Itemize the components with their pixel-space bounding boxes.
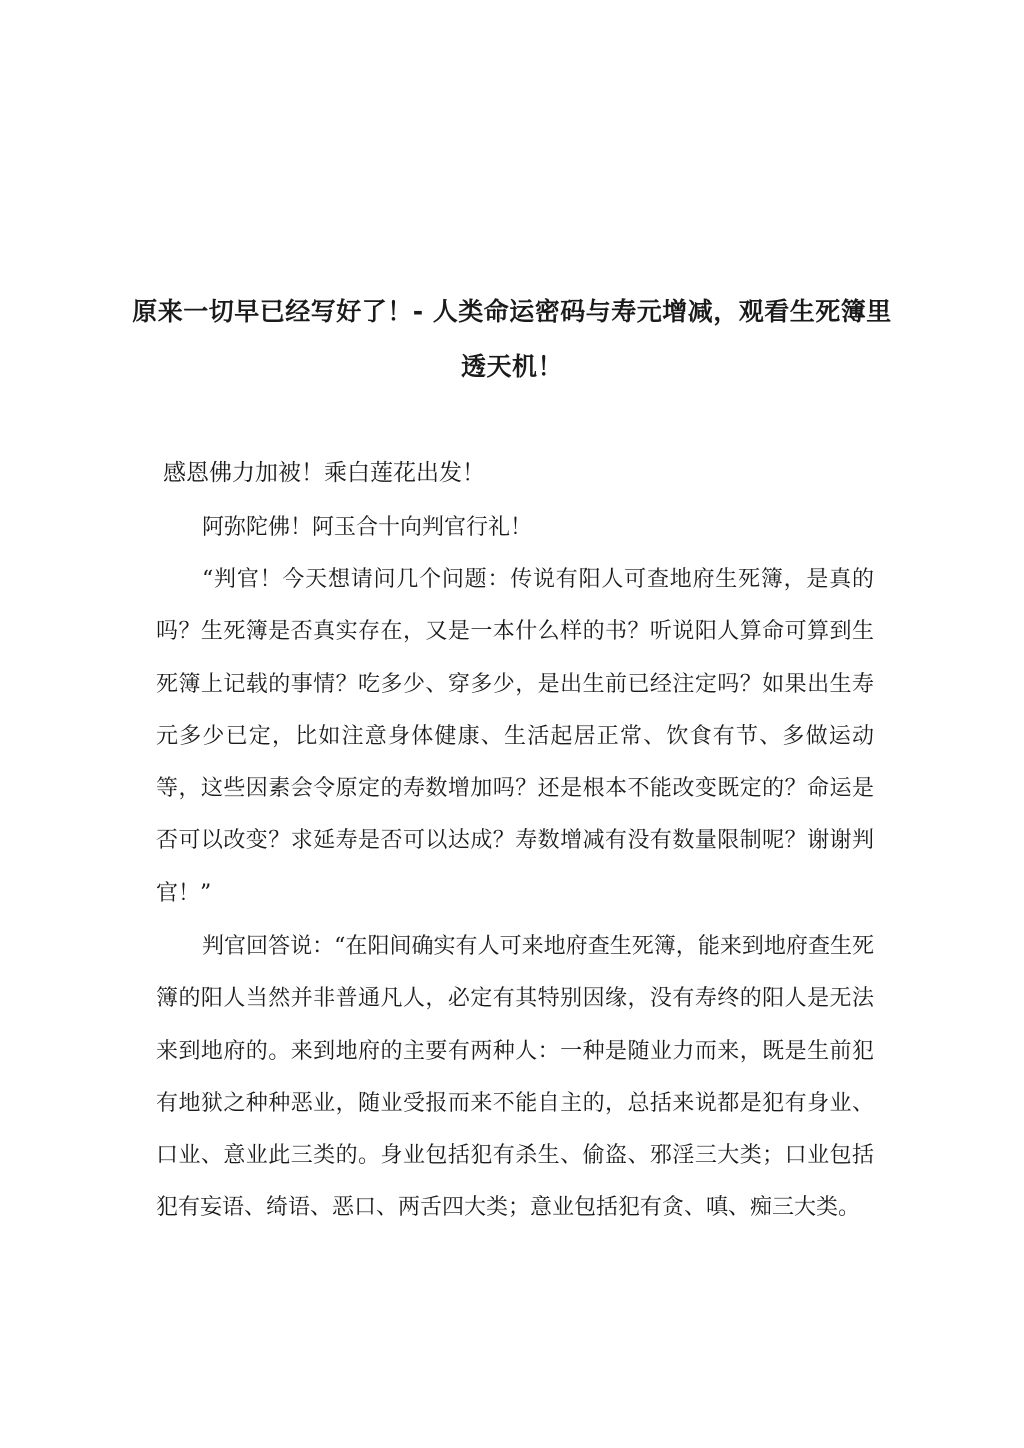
paragraph-question: “判官！今天想请问几个问题：传说有阳人可查地府生死簿，是真的吗？生死簿是否真实存在，又是一本什么样的书？听说阳人算命可算到生死簿上记载的事情？吃多少、穿多少，是出生前已经注定吗？如果出生寿元多少已定，比如注意身体健康、生活起居正常、饮食有节、多做运动等，这些因素会令原定的寿数增加吗？还是根本不能改变既定的？命运是否可以改变？求延寿是否可以达成？寿数增减有没有数量限制呢？谢谢判官！” xyxy=(156,567,874,906)
opening-line: 感恩佛力加被！乘白莲花出发！ xyxy=(163,460,485,486)
document-title-line-2: 透天机！ xyxy=(460,352,563,381)
paragraph-answer: 判官回答说：“在阳间确实有人可来地府查生死簿，能来到地府查生死簿的阳人当然并非普通凡人，必定有其特别因缘，没有寿终的阳人是无法来到地府的。来到地府的主要有两种人：一种是随业力而来，既是生前犯有地狱之种种恶业，随业受报而来不能自主的，总括来说都是犯有身业、口业、意业此三类的。身业包括犯有杀生、偷盗、邪淫三大类；口业包括犯有妄语、绮语、恶口、两舌四大类；意业包括犯有贪、嗔、痴三大类。 xyxy=(156,934,874,1221)
paragraph-greeting: 阿弥陀佛！阿玉合十向判官行礼！ xyxy=(202,515,533,540)
document-title-line-1: 原来一切早已经写好了！- 人类命运密码与寿元增减，观看生死簿里 xyxy=(132,297,892,326)
